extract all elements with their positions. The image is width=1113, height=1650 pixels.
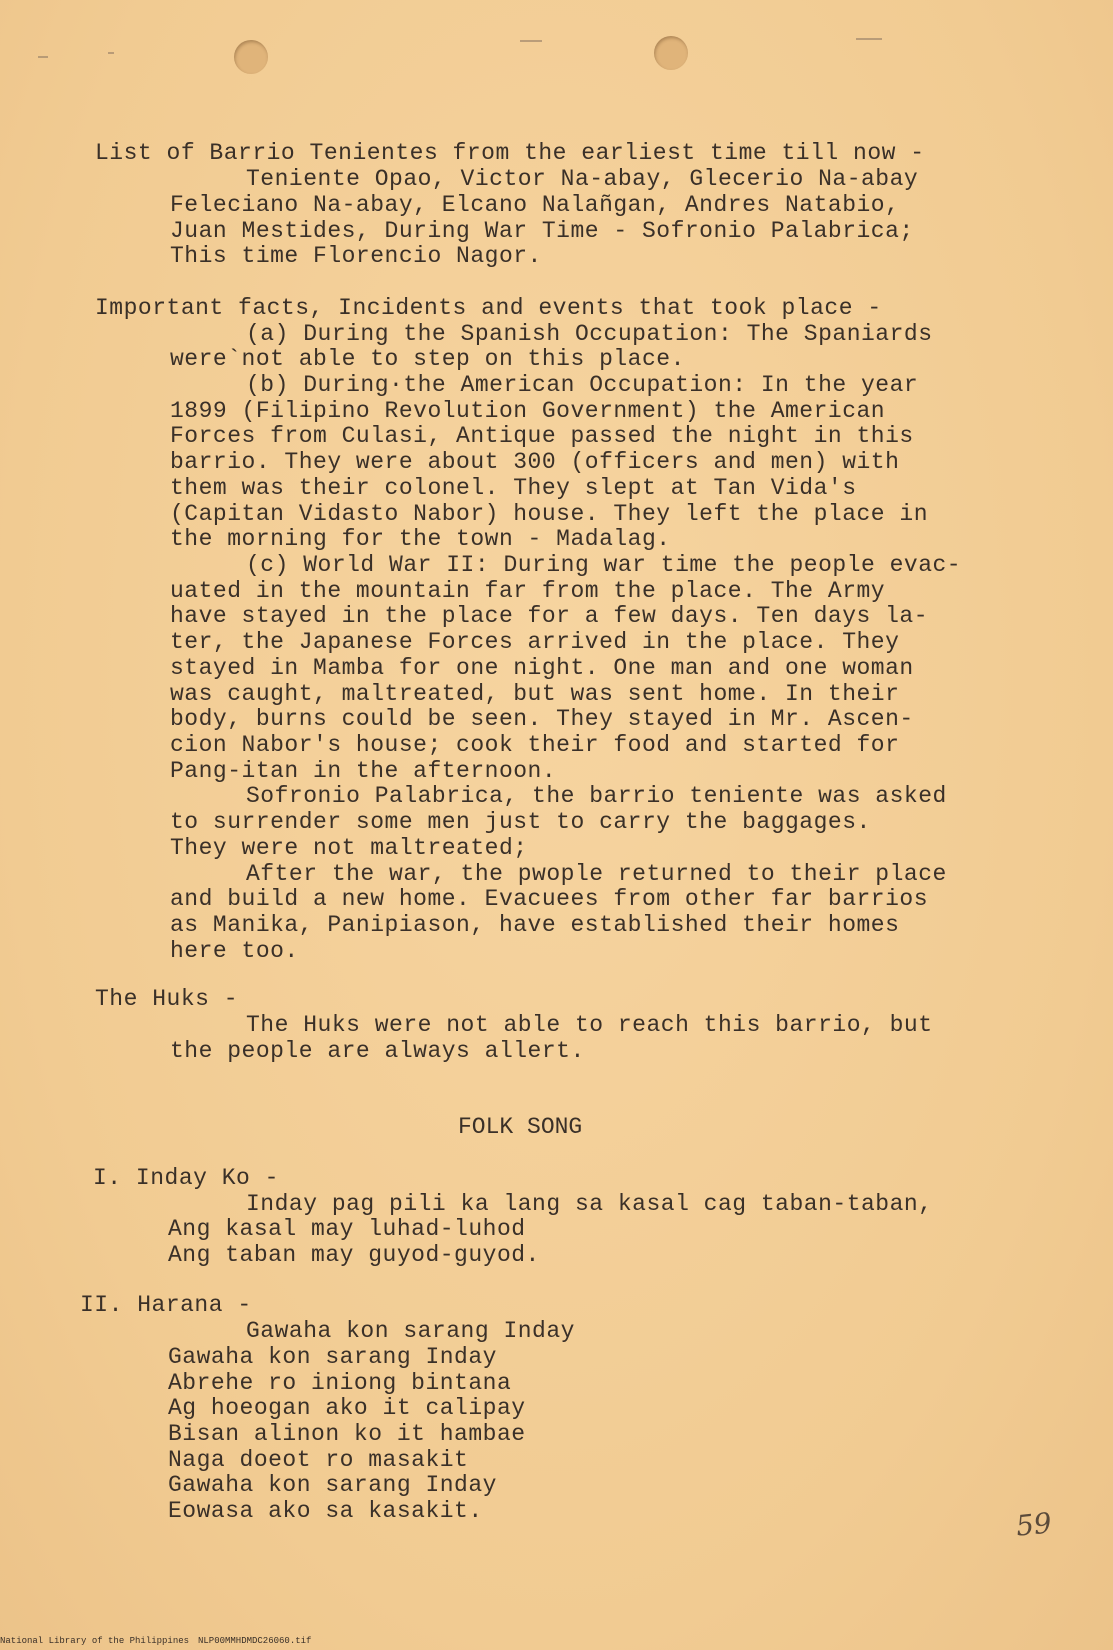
text-line: 1899 (Filipino Revolution Government) the American (170, 398, 886, 424)
text-line: body, burns could be seen. They stayed in Mr. Ascen- (170, 706, 914, 732)
ink-speck (856, 38, 882, 40)
song-line: Bisan alinon ko it hambae (168, 1421, 526, 1447)
song-line: Inday pag pili ka lang sa kasal cag taban-taban, (246, 1191, 933, 1217)
text-line: and build a new home. Evacuees from other far barrios (170, 886, 929, 912)
text-line: stayed in Mamba for one night. One man and one woman (170, 655, 914, 681)
page-number: 59 (1014, 1506, 1054, 1543)
song-line: Ang taban may guyod-guyod. (168, 1242, 540, 1268)
text-line: The Huks were not able to reach this barrio, but (246, 1012, 933, 1038)
text-line: Juan Mestides, During War Time - Sofronio Palabrica; (170, 218, 914, 244)
text-line: Feleciano Na-abay, Elcano Nalañgan, Andres Natabio, (170, 192, 900, 218)
ink-speck (38, 56, 48, 58)
song-line: Gawaha kon sarang Inday (246, 1318, 575, 1344)
text-line: Forces from Culasi, Antique passed the night in this (170, 423, 914, 449)
text-line: Pang-itan in the afternoon. (170, 758, 557, 784)
text-line: List of Barrio Tenientes from the earliest time till now - (95, 140, 925, 166)
song-line: Ang kasal may luhad-luhod (168, 1216, 526, 1242)
text-line: Sofronio Palabrica, the barrio teniente was asked (246, 783, 947, 809)
text-line: have stayed in the place for a few days. Ten days la- (170, 603, 929, 629)
text-line: was caught, maltreated, but was sent home. In their (170, 681, 900, 707)
text-line: barrio. They were about 300 (officers and men) with (170, 449, 900, 475)
text-line: cion Nabor's house; cook their food and started for (170, 732, 900, 758)
ink-speck (108, 52, 114, 54)
text-line: were`not able to step on this place. (170, 346, 685, 372)
text-line: (a) During the Spanish Occupation: The Spaniards (246, 321, 933, 347)
text-line: After the war, the pwople returned to their place (246, 861, 947, 887)
song-line: Abrehe ro iniong bintana (168, 1370, 512, 1396)
text-line: ter, the Japanese Forces arrived in the place. They (170, 629, 900, 655)
text-line: (Capitan Vidasto Nabor) house. They left the place in (170, 501, 929, 527)
text-line: the morning for the town - Madalag. (170, 526, 671, 552)
binder-hole-right (654, 36, 688, 70)
text-line: They were not maltreated; (170, 835, 528, 861)
ink-speck (520, 40, 542, 42)
text-line: (b) During·the American Occupation: In the year (246, 372, 919, 398)
text-line: Teniente Opao, Victor Na-abay, Glecerio Na-abay (246, 166, 919, 192)
binder-hole-left (234, 40, 268, 74)
folk-song-title: FOLK SONG (458, 1114, 583, 1140)
song-line: Ag hoeogan ako it calipay (168, 1395, 526, 1421)
text-line: uated in the mountain far from the place. The Army (170, 578, 886, 604)
song-heading: I. Inday Ko - (93, 1165, 279, 1191)
text-line: This time Florencio Nagor. (170, 243, 542, 269)
text-line: (c) World War II: During war time the people evac- (246, 552, 962, 578)
text-line: to surrender some men just to carry the baggages. (170, 809, 871, 835)
text-line: Important facts, Incidents and events that took place - (95, 295, 882, 321)
song-line: Gawaha kon sarang Inday (168, 1472, 497, 1498)
section-heading: The Huks - (95, 986, 239, 1012)
song-line: Eowasa ako sa kasakit. (168, 1498, 483, 1524)
text-line: as Manika, Panipiason, have established their homes (170, 912, 900, 938)
footer-institution: National Library of the Philippines (0, 1636, 190, 1646)
text-line: the people are always allert. (170, 1038, 585, 1064)
text-line: them was their colonel. They slept at Tan Vida's (170, 475, 857, 501)
footer-filename: NLP00MMHDMDC26060.tif (198, 1636, 312, 1646)
song-heading: II. Harana - (80, 1292, 252, 1318)
song-line: Gawaha kon sarang Inday (168, 1344, 497, 1370)
song-line: Naga doeot ro masakit (168, 1447, 469, 1473)
text-line: here too. (170, 938, 299, 964)
